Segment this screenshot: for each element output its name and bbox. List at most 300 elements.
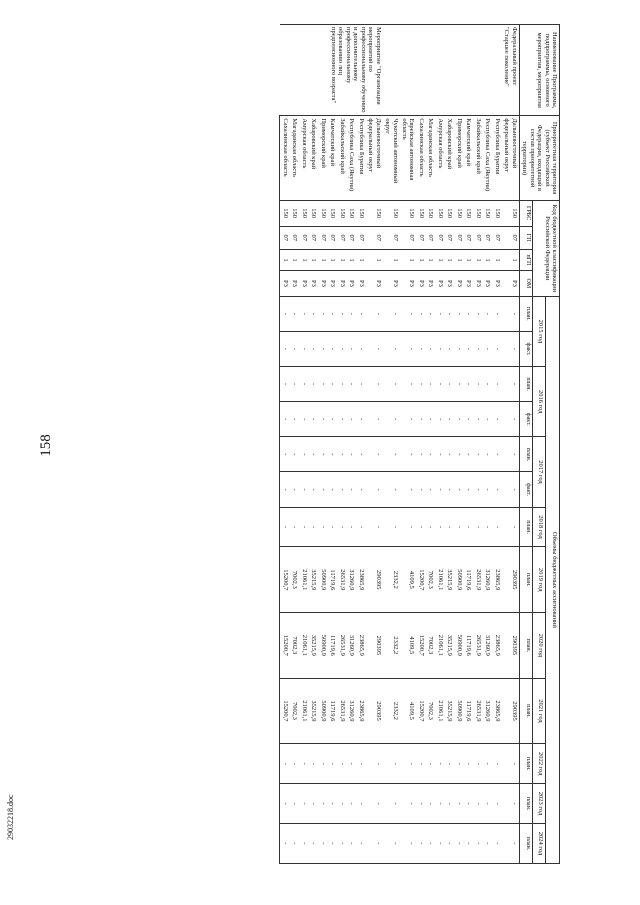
page-number: 158	[37, 434, 54, 457]
table-row	[464, 25, 473, 864]
amount-cell: -	[435, 402, 444, 437]
amount-cell: -	[445, 402, 454, 437]
grbs-cell: 150	[464, 200, 473, 226]
amount-cell: -	[328, 472, 337, 507]
pgp-cell: 1	[309, 249, 318, 270]
table-row	[337, 25, 346, 864]
amount-cell: -	[299, 744, 308, 784]
amount-cell: -	[435, 331, 444, 366]
pgp-cell: 1	[366, 249, 383, 270]
amount-cell: -	[290, 331, 299, 366]
territory-cell: Забайкальский край	[337, 116, 346, 200]
amount-cell: -	[417, 744, 426, 784]
amount-cell: -	[280, 402, 290, 437]
amount-cell: -	[383, 367, 400, 402]
amount-cell: 50900,9	[454, 547, 463, 613]
amount-cell: -	[454, 507, 463, 547]
om-cell: P3	[464, 271, 473, 297]
amount-cell: -	[400, 507, 417, 547]
amount-cell: -	[347, 823, 356, 863]
amount-cell: -	[464, 402, 473, 437]
amount-cell: -	[464, 296, 473, 331]
amount-cell: -	[347, 437, 356, 472]
amount-cell: -	[400, 744, 417, 784]
amount-cell: -	[492, 744, 501, 784]
amount-cell: 7002,3	[426, 547, 435, 613]
amount-cell: -	[290, 472, 299, 507]
amount-cell: -	[280, 437, 290, 472]
amount-cell: -	[299, 823, 308, 863]
pgp-cell: 1	[483, 249, 492, 270]
amount-cell: -	[417, 331, 426, 366]
document-filename: 29032218.doc	[6, 794, 15, 840]
amount-cell: 11719,6	[328, 678, 337, 744]
om-cell: P3	[299, 271, 308, 297]
amount-cell: -	[473, 507, 482, 547]
amount-cell: -	[400, 402, 417, 437]
amount-cell: -	[502, 437, 519, 472]
om-cell: P3	[454, 271, 463, 297]
om-cell: P3	[337, 271, 346, 297]
amount-cell: -	[464, 823, 473, 863]
grbs-cell: 150	[337, 200, 346, 226]
amount-cell: -	[318, 507, 327, 547]
table-row	[454, 25, 463, 864]
territory-cell: Дальневосточный федеральный округ	[366, 116, 383, 200]
amount-cell: -	[454, 296, 463, 331]
amount-cell: 2332,2	[383, 678, 400, 744]
amount-cell: 35215,9	[309, 678, 318, 744]
amount-cell: -	[400, 331, 417, 366]
om-cell: P3	[483, 271, 492, 297]
gp-cell: 07	[492, 226, 501, 249]
amount-cell: 4109,5	[400, 678, 417, 744]
amount-cell: 50900,9	[318, 678, 327, 744]
amount-cell: -	[356, 507, 365, 547]
amount-cell: -	[417, 823, 426, 863]
amount-cell: -	[445, 437, 454, 472]
pgp-cell: 1	[435, 249, 444, 270]
grbs-cell: 150	[454, 200, 463, 226]
grbs-cell: 150	[290, 200, 299, 226]
amount-cell: -	[328, 823, 337, 863]
amount-cell: -	[492, 296, 501, 331]
header-fact: факт.	[519, 331, 532, 366]
om-cell: P3	[473, 271, 482, 297]
amount-cell: -	[445, 744, 454, 784]
table-row	[435, 25, 444, 864]
grbs-cell: 150	[435, 200, 444, 226]
amount-cell: -	[280, 823, 290, 863]
amount-cell: 7002,3	[290, 547, 299, 613]
amount-cell: 35215,9	[445, 547, 454, 613]
amount-cell: -	[280, 367, 290, 402]
territory-cell: Приморский край	[454, 116, 463, 200]
amount-cell: -	[473, 331, 482, 366]
amount-cell: -	[299, 402, 308, 437]
amount-cell: 26531,9	[337, 547, 346, 613]
amount-cell: 15200,7	[417, 613, 426, 679]
amount-cell: 23865,9	[356, 678, 365, 744]
gp-cell: 07	[473, 226, 482, 249]
header-year: 2023 год	[532, 784, 546, 824]
gp-cell: 07	[445, 226, 454, 249]
amount-cell: -	[318, 437, 327, 472]
amount-cell: -	[400, 823, 417, 863]
amount-cell: 50900,9	[318, 613, 327, 679]
pgp-cell: 1	[473, 249, 482, 270]
amount-cell: -	[454, 402, 463, 437]
header-volumes: Объемы бюджетных ассигнований	[546, 296, 560, 863]
amount-cell: 21061,1	[435, 678, 444, 744]
amount-cell: -	[483, 784, 492, 824]
amount-cell: -	[426, 507, 435, 547]
grbs-cell: 150	[328, 200, 337, 226]
grbs-cell: 150	[492, 200, 501, 226]
gp-cell: 07	[383, 226, 400, 249]
table-row	[299, 25, 308, 864]
amount-cell: -	[383, 331, 400, 366]
grbs-cell: 150	[400, 200, 417, 226]
table-row	[400, 25, 417, 864]
amount-cell: 4109,5	[400, 547, 417, 613]
amount-cell: 11719,6	[328, 547, 337, 613]
territory-cell: Магаданская область	[426, 116, 435, 200]
amount-cell: 290395	[502, 678, 519, 744]
amount-cell: 31260,9	[483, 547, 492, 613]
pgp-cell: 1	[464, 249, 473, 270]
pgp-cell: 1	[400, 249, 417, 270]
amount-cell: 15200,7	[280, 613, 290, 679]
amount-cell: -	[366, 367, 383, 402]
amount-cell: 15200,7	[280, 678, 290, 744]
amount-cell: -	[473, 437, 482, 472]
amount-cell: 50900,9	[318, 547, 327, 613]
table-row	[483, 25, 492, 864]
grbs-cell: 150	[383, 200, 400, 226]
amount-cell: -	[383, 472, 400, 507]
amount-cell: -	[337, 472, 346, 507]
gp-cell: 07	[454, 226, 463, 249]
amount-cell: -	[290, 367, 299, 402]
table-row	[383, 25, 400, 864]
amount-cell: -	[435, 472, 444, 507]
amount-cell: 26531,9	[473, 678, 482, 744]
amount-cell: -	[328, 331, 337, 366]
amount-cell: -	[426, 331, 435, 366]
amount-cell: -	[502, 784, 519, 824]
om-cell: P3	[417, 271, 426, 297]
amount-cell: 11719,6	[464, 678, 473, 744]
amount-cell: -	[502, 331, 519, 366]
om-cell: P3	[435, 271, 444, 297]
header-year: 2015 год	[532, 296, 546, 366]
amount-cell: 290395	[502, 547, 519, 613]
amount-cell: -	[290, 507, 299, 547]
amount-cell: -	[400, 472, 417, 507]
pgp-cell: 1	[426, 249, 435, 270]
gp-cell: 07	[366, 226, 383, 249]
amount-cell: -	[492, 402, 501, 437]
gp-cell: 07	[426, 226, 435, 249]
amount-cell: -	[400, 437, 417, 472]
amount-cell: -	[299, 472, 308, 507]
territory-cell: Чукотский автономный округ	[383, 116, 400, 200]
amount-cell: -	[290, 744, 299, 784]
pgp-cell: 1	[492, 249, 501, 270]
amount-cell: -	[435, 784, 444, 824]
amount-cell: -	[400, 296, 417, 331]
header-code: Код бюджетной классификации Российской Федерации	[532, 200, 559, 296]
amount-cell: -	[366, 507, 383, 547]
header-fact: факт.	[519, 472, 532, 507]
amount-cell: -	[483, 296, 492, 331]
header-om: ОМ	[519, 271, 532, 297]
amount-cell: -	[426, 437, 435, 472]
om-cell: P3	[328, 271, 337, 297]
amount-cell: -	[366, 331, 383, 366]
amount-cell: 2332,2	[383, 547, 400, 613]
territory-cell: Хабаровский край	[309, 116, 318, 200]
amount-cell: -	[464, 367, 473, 402]
amount-cell: -	[483, 744, 492, 784]
amount-cell: -	[290, 296, 299, 331]
amount-cell: 15200,7	[417, 678, 426, 744]
amount-cell: 21061,1	[299, 678, 308, 744]
header-plan: план.	[519, 613, 532, 679]
amount-cell: -	[337, 507, 346, 547]
amount-cell: -	[464, 784, 473, 824]
amount-cell: -	[366, 472, 383, 507]
amount-cell: 7002,3	[290, 613, 299, 679]
amount-cell: -	[290, 784, 299, 824]
amount-cell: -	[417, 437, 426, 472]
gp-cell: 07	[464, 226, 473, 249]
amount-cell: -	[417, 784, 426, 824]
amount-cell: -	[328, 507, 337, 547]
amount-cell: -	[318, 823, 327, 863]
amount-cell: -	[280, 331, 290, 366]
amount-cell: -	[318, 784, 327, 824]
gp-cell: 07	[299, 226, 308, 249]
gp-cell: 07	[328, 226, 337, 249]
amount-cell: 50900,9	[454, 678, 463, 744]
amount-cell: -	[454, 331, 463, 366]
header-gp: ГП	[519, 226, 532, 249]
amount-cell: -	[337, 367, 346, 402]
amount-cell: 2332,2	[383, 613, 400, 679]
amount-cell: -	[337, 784, 346, 824]
amount-cell: -	[309, 472, 318, 507]
header-year: 2022 год	[532, 744, 546, 784]
amount-cell: -	[492, 507, 501, 547]
grbs-cell: 150	[426, 200, 435, 226]
territory-cell: Еврейская автономная область	[400, 116, 417, 200]
header-year: 2024 год	[532, 823, 546, 863]
amount-cell: -	[366, 402, 383, 437]
amount-cell: 7002,3	[290, 678, 299, 744]
amount-cell: -	[445, 331, 454, 366]
amount-cell: -	[356, 367, 365, 402]
amount-cell: -	[383, 507, 400, 547]
amount-cell: -	[454, 367, 463, 402]
grbs-cell: 150	[483, 200, 492, 226]
amount-cell: -	[426, 296, 435, 331]
amount-cell: -	[309, 507, 318, 547]
amount-cell: -	[454, 784, 463, 824]
header-plan: план.	[519, 744, 532, 784]
amount-cell: -	[328, 296, 337, 331]
amount-cell: 290395	[366, 678, 383, 744]
amount-cell: -	[483, 437, 492, 472]
header-year: 2018 год	[532, 507, 546, 547]
amount-cell: 290395	[502, 613, 519, 679]
amount-cell: -	[417, 296, 426, 331]
amount-cell: -	[337, 331, 346, 366]
om-cell: P3	[280, 271, 290, 297]
amount-cell: -	[347, 402, 356, 437]
territory-cell: Амурская область	[299, 116, 308, 200]
amount-cell: -	[328, 437, 337, 472]
territory-cell: Республика Саха (Якутия)	[483, 116, 492, 200]
amount-cell: 31260,9	[483, 678, 492, 744]
amount-cell: -	[492, 367, 501, 402]
amount-cell: -	[473, 472, 482, 507]
amount-cell: 15200,7	[417, 547, 426, 613]
amount-cell: -	[502, 367, 519, 402]
header-pgp: пГП	[519, 249, 532, 270]
amount-cell: -	[464, 437, 473, 472]
amount-cell: -	[383, 784, 400, 824]
amount-cell: -	[445, 296, 454, 331]
amount-cell: -	[356, 437, 365, 472]
amount-cell: -	[356, 472, 365, 507]
amount-cell: -	[492, 437, 501, 472]
amount-cell: -	[309, 437, 318, 472]
amount-cell: 21061,1	[435, 613, 444, 679]
amount-cell: -	[337, 437, 346, 472]
territory-cell: Камчатский край	[328, 116, 337, 200]
amount-cell: 21061,1	[435, 547, 444, 613]
amount-cell: -	[337, 823, 346, 863]
territory-cell: Республика Бурятия	[492, 116, 501, 200]
grbs-cell: 150	[366, 200, 383, 226]
amount-cell: 23865,9	[492, 547, 501, 613]
table-row	[328, 25, 337, 864]
amount-cell: -	[280, 744, 290, 784]
amount-cell: -	[299, 367, 308, 402]
gp-cell: 07	[400, 226, 417, 249]
grbs-cell: 150	[356, 200, 365, 226]
amount-cell: 31260,9	[347, 547, 356, 613]
amount-cell: -	[417, 402, 426, 437]
amount-cell: 290395	[366, 613, 383, 679]
amount-cell: -	[483, 472, 492, 507]
amount-cell: 35215,9	[445, 678, 454, 744]
territory-cell: Республика Саха (Якутия)	[347, 116, 356, 200]
amount-cell: -	[309, 367, 318, 402]
amount-cell: -	[299, 296, 308, 331]
amount-cell: -	[473, 296, 482, 331]
pgp-cell: 1	[502, 249, 519, 270]
table-row	[347, 25, 356, 864]
amount-cell: 26531,9	[473, 613, 482, 679]
pgp-cell: 1	[347, 249, 356, 270]
amount-cell: -	[328, 784, 337, 824]
amount-cell: -	[426, 367, 435, 402]
amount-cell: -	[318, 744, 327, 784]
amount-cell: -	[383, 744, 400, 784]
amount-cell: 50900,9	[454, 613, 463, 679]
territory-cell: Республика Бурятия	[356, 116, 365, 200]
territory-cell: Приморский край	[318, 116, 327, 200]
amount-cell: -	[492, 331, 501, 366]
amount-cell: -	[299, 437, 308, 472]
territory-cell: Камчатский край	[464, 116, 473, 200]
gp-cell: 07	[347, 226, 356, 249]
header-plan: план.	[519, 784, 532, 824]
grbs-cell: 150	[473, 200, 482, 226]
amount-cell: 23865,9	[492, 678, 501, 744]
amount-cell: -	[483, 367, 492, 402]
amount-cell: -	[280, 507, 290, 547]
amount-cell: -	[502, 472, 519, 507]
amount-cell: -	[309, 823, 318, 863]
amount-cell: -	[483, 507, 492, 547]
header-plan: план.	[519, 547, 532, 613]
amount-cell: -	[400, 784, 417, 824]
amount-cell: -	[435, 744, 444, 784]
pgp-cell: 1	[337, 249, 346, 270]
amount-cell: -	[318, 472, 327, 507]
amount-cell: -	[299, 784, 308, 824]
table-row	[426, 25, 435, 864]
amount-cell: -	[445, 472, 454, 507]
table-row	[417, 25, 426, 864]
amount-cell: -	[337, 744, 346, 784]
amount-cell: -	[400, 367, 417, 402]
om-cell: P3	[309, 271, 318, 297]
om-cell: P3	[347, 271, 356, 297]
amount-cell: -	[435, 367, 444, 402]
amount-cell: -	[366, 784, 383, 824]
amount-cell: 7002,3	[426, 678, 435, 744]
amount-cell: -	[473, 402, 482, 437]
om-cell: P3	[502, 271, 519, 297]
amount-cell: -	[473, 784, 482, 824]
amount-cell: -	[309, 331, 318, 366]
amount-cell: -	[454, 472, 463, 507]
amount-cell: 31260,9	[347, 678, 356, 744]
amount-cell: -	[337, 402, 346, 437]
om-cell: P3	[290, 271, 299, 297]
gp-cell: 07	[502, 226, 519, 249]
amount-cell: -	[435, 437, 444, 472]
header-plan: план.	[519, 507, 532, 547]
header-grbs: ГРБС	[519, 200, 532, 226]
territory-cell: Забайкальский край	[473, 116, 482, 200]
amount-cell: -	[473, 744, 482, 784]
grbs-cell: 150	[299, 200, 308, 226]
amount-cell: -	[356, 744, 365, 784]
amount-cell: -	[492, 472, 501, 507]
header-plan: план.	[519, 296, 532, 331]
grbs-cell: 150	[417, 200, 426, 226]
om-cell: P3	[426, 271, 435, 297]
header-year: 2021 год	[532, 678, 546, 744]
header-name: Наименование Программы, подпрограммы, основного мероприятия, мероприятия	[519, 25, 559, 116]
amount-cell: -	[383, 823, 400, 863]
